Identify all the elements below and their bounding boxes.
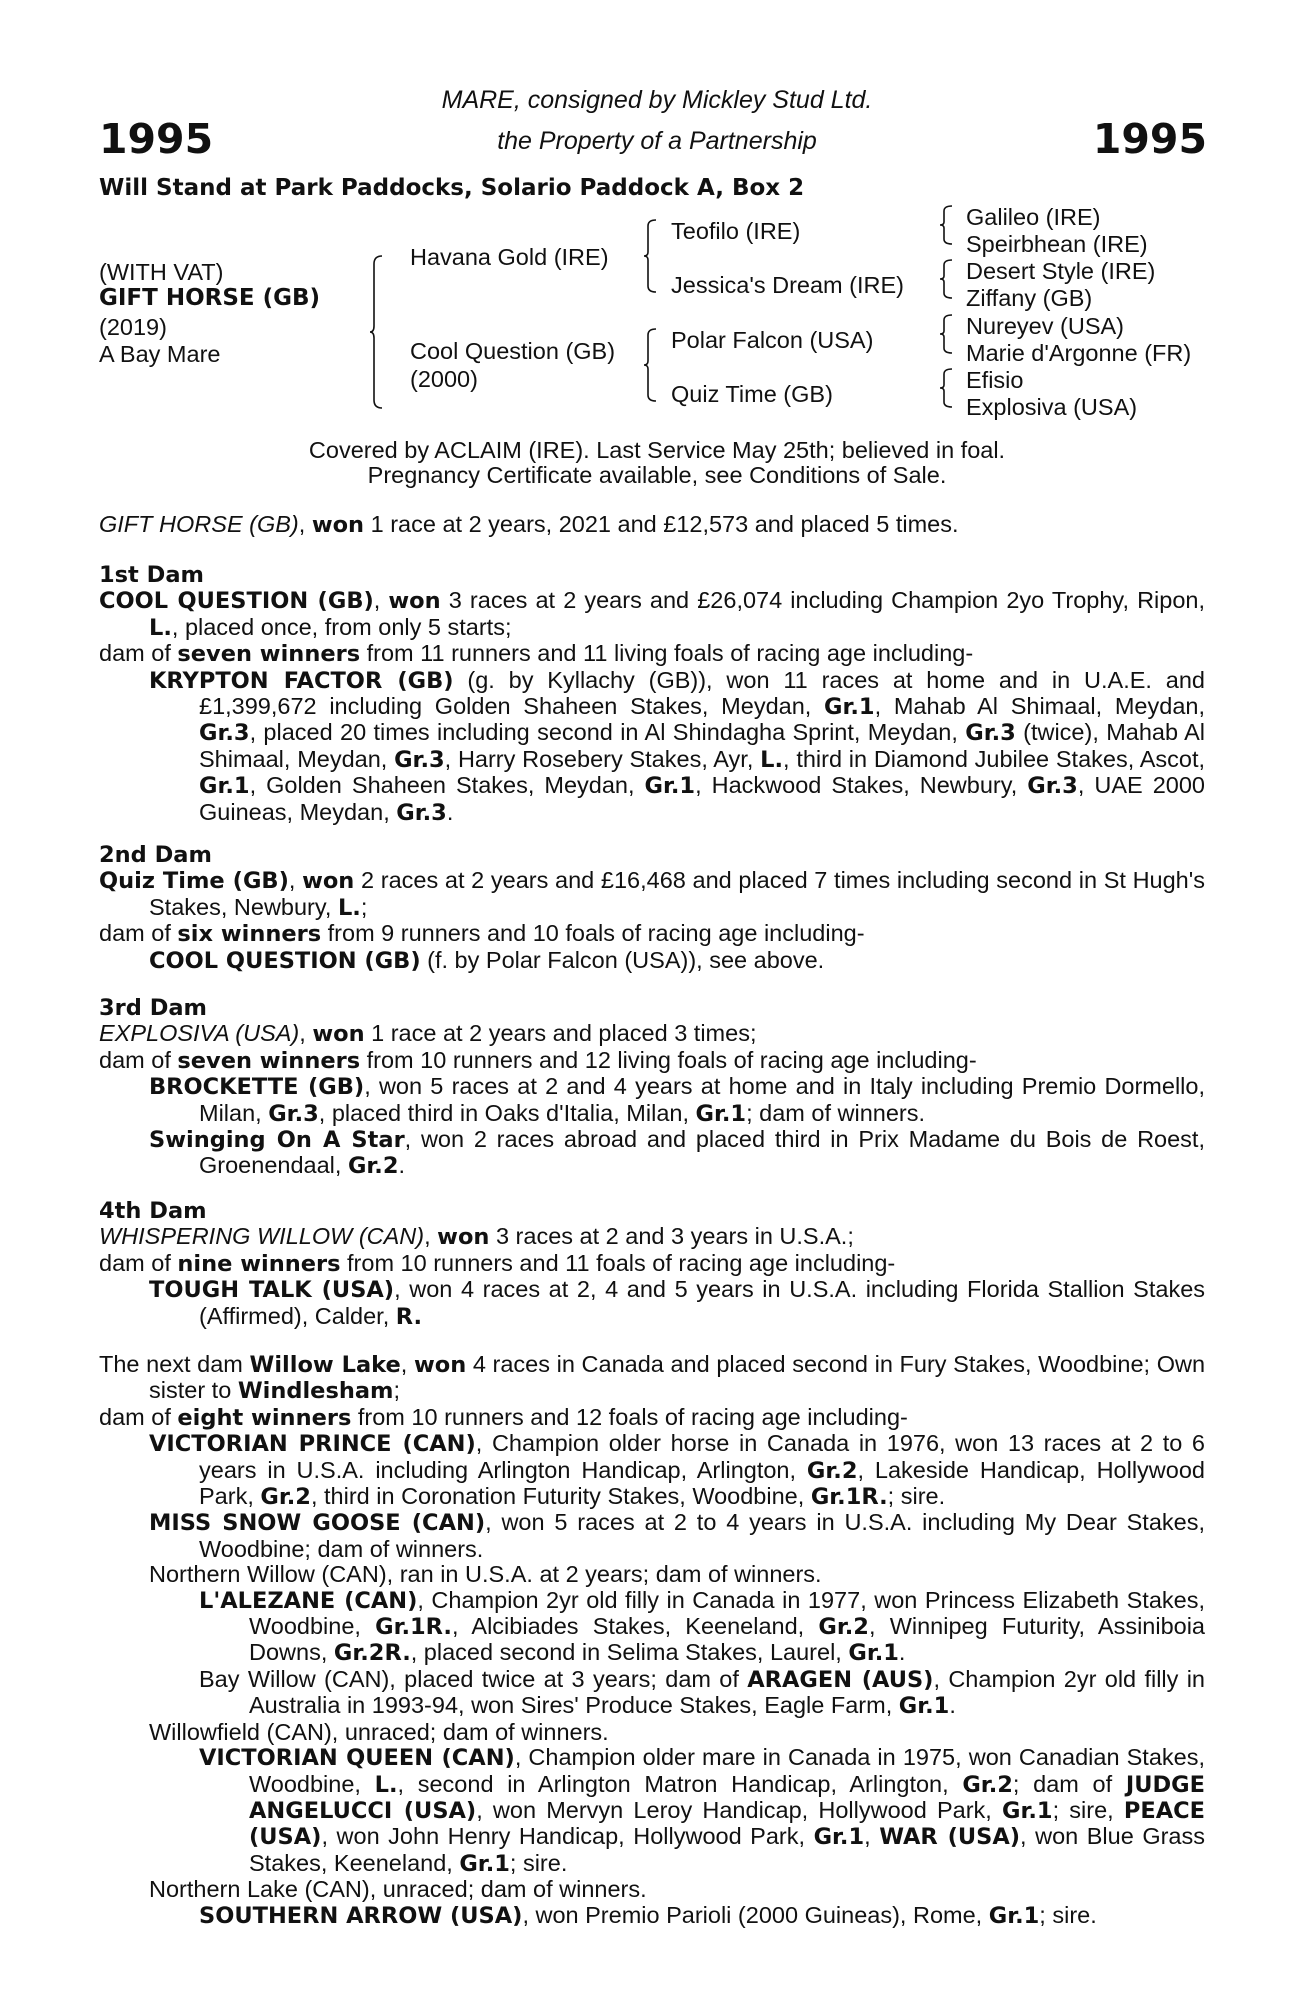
produce-text: , Lakeside Handicap, Hollywood Park, xyxy=(199,1456,1205,1510)
intro-paragraph: GIFT HORSE (GB), won 1 race at 2 years, 2021 and £12,573 and placed 5 times. xyxy=(99,511,959,538)
first-dam-damof-2: from 11 runners and 11 living foals of racing age including- xyxy=(360,640,974,667)
grade: Gr.2 xyxy=(818,1614,869,1641)
pedigree-ddd: Explosiva (USA) xyxy=(966,394,1138,420)
pedigree-dam-sire: Polar Falcon (USA) xyxy=(671,327,874,353)
third-dam-damof-2: from 10 runners and 12 living foals of racing age including- xyxy=(360,1046,977,1073)
grade: Gr.1 xyxy=(824,694,875,721)
first-dam-won: won xyxy=(388,588,441,615)
produce-name: COOL QUESTION (GB) xyxy=(149,947,421,974)
next-dam-damof: dam of xyxy=(99,1403,178,1430)
produce-victorian-prince xyxy=(99,1431,1205,1510)
next-dam-sister: Windlesham xyxy=(237,1378,394,1405)
produce-krypton-factor xyxy=(99,668,1205,826)
grade: Gr.2 xyxy=(347,1153,399,1180)
grade: Gr.1R. xyxy=(375,1614,452,1641)
produce-text: , won Mervyn Leroy Handicap, Hollywood Park, xyxy=(476,1796,1002,1823)
produce-text: , placed second in Selima Stakes, Laurel, xyxy=(410,1639,849,1666)
third-dam-section: 3rd Dam EXPLOSIVA (USA), won 1 race at 2 years and placed 3 times; dam of seven winners from 10 runners and 12 living foals of racing age including- BROCKETTE (GB), won 5 races at 2 and 4 years at home and in Italy including Premio Dormello, Milan, Gr.3, placed third in Oaks d'Italia, Milan, Gr.1; dam of winners. Swinging On A Star, won 2 races abroad and placed third in Prix Madame du Bois de Roest, Groenendaal, Gr.2. xyxy=(99,995,1205,1180)
grade: Gr.3 xyxy=(396,799,447,826)
horse-description: A Bay Mare xyxy=(99,341,221,367)
produce-text: (f. by Polar Falcon (USA)), see above. xyxy=(420,946,825,973)
pedigree-dsd: Marie d'Argonne (FR) xyxy=(966,340,1192,366)
grade: Gr.3 xyxy=(268,1100,319,1127)
produce-name: TOUGH TALK (USA) xyxy=(149,1277,395,1304)
fourth-dam-won: won xyxy=(437,1224,490,1251)
produce-text: , Golden Shaheen Stakes, Meydan, xyxy=(249,772,645,799)
produce-text: , Champion 2yr old filly in Australia in 1993-94, won Sires' Produce Stakes, Eagle Farm, xyxy=(249,1665,1206,1719)
produce-text: , second in Arlington Matron Handicap, Arlington, xyxy=(397,1770,963,1797)
produce-name: ARAGEN (AUS) xyxy=(747,1666,934,1693)
third-dam-text: 1 race at 2 years and placed 3 times; xyxy=(364,1020,757,1047)
first-dam-heading: 1st Dam xyxy=(99,562,204,588)
vat-note: (WITH VAT) xyxy=(99,259,224,285)
produce-brockette xyxy=(99,1074,1205,1127)
horse-year: (2019) xyxy=(99,314,167,340)
produce-tough-talk xyxy=(99,1277,1205,1330)
produce-northern-willow: Northern Willow (CAN), ran in U.S.A. at 2 years; dam of winners. xyxy=(149,1561,822,1588)
grade: R. xyxy=(395,1303,423,1330)
produce-willowfield: Willowfield (CAN), unraced; dam of winners. xyxy=(149,1718,609,1745)
produce-text: , third in Diamond Jubilee Stakes, Ascot, xyxy=(783,745,1206,772)
produce-text: , Alcibiades Stakes, Keeneland, xyxy=(451,1613,819,1640)
produce-name: PEACE (USA) xyxy=(249,1797,1205,1851)
intro-text: 1 race at 2 years, 2021 and £12,573 and placed 5 times. xyxy=(364,511,959,537)
produce-text: , placed third in Oaks d'Italia, Milan, xyxy=(318,1099,696,1126)
produce-text: , won 5 races at 2 to 4 years in U.S.A. including My Dear Stakes, Woodbine; dam of winners. xyxy=(199,1509,1205,1562)
next-dam-text-2: ; xyxy=(393,1377,401,1404)
produce-text: ; sire, xyxy=(1052,1796,1124,1823)
produce-text: , Mahab Al Shimaal, Meydan, xyxy=(874,693,1205,720)
produce-text: , xyxy=(864,1823,880,1850)
produce-text: , won Blue Grass Stakes, Keeneland, xyxy=(249,1823,1205,1876)
pedigree-dss: Nureyev (USA) xyxy=(966,313,1125,339)
pedigree-bracket-sire xyxy=(644,220,658,292)
next-dam-name: Willow Lake xyxy=(249,1352,401,1378)
produce-text: , won 2 races abroad and placed third in Prix Madame du Bois de Roest, Groenendaal, xyxy=(199,1126,1205,1179)
first-dam-name: COOL QUESTION (GB) xyxy=(99,588,374,615)
horse-name: GIFT HORSE (GB) xyxy=(99,285,321,311)
third-dam-won: won xyxy=(312,1021,365,1048)
consignor-line: MARE, consigned by Mickley Stud Ltd. xyxy=(441,86,873,114)
lot-number-right: 1995 xyxy=(1092,115,1207,163)
pedigree-dds: Efisio xyxy=(966,367,1024,393)
fourth-dam-name: WHISPERING WILLOW (CAN) xyxy=(99,1223,425,1250)
pedigree-bracket-g1 xyxy=(940,206,954,244)
produce-northern-lake: Northern Lake (CAN), unraced; dam of winners. xyxy=(149,1876,647,1903)
grade: Gr.3 xyxy=(1027,773,1078,800)
produce-text: . xyxy=(446,798,454,825)
produce-name: BROCKETTE (GB) xyxy=(149,1074,365,1101)
grade: Gr.1 xyxy=(459,1850,510,1877)
produce-text: . xyxy=(898,1639,906,1666)
second-dam-heading: 2nd Dam xyxy=(99,842,212,868)
first-dam-text: 3 races at 2 years and £26,074 including Champion 2yo Trophy, Ripon, xyxy=(440,587,1206,614)
produce-text: , Harry Rosebery Stakes, Ayr, xyxy=(444,745,761,772)
produce-name: VICTORIAN PRINCE (CAN) xyxy=(149,1431,476,1458)
produce-text: , Champion older horse in Canada in 1976, won 13 races at 2 to 6 years in U.S.A. including Arlington Handicap, Arlington, xyxy=(199,1430,1205,1483)
pedigree-dam: Cool Question (GB) xyxy=(410,338,616,364)
produce-text: ; sire. xyxy=(887,1483,946,1510)
produce-text: , Champion older mare in Canada in 1975, won Canadian Stakes, Woodbine, xyxy=(249,1744,1206,1797)
pedigree-sire: Havana Gold (IRE) xyxy=(410,244,609,270)
produce-text: , won 5 races at 2 and 4 years at home and in Italy including Premio Dormello, Milan, xyxy=(199,1073,1205,1126)
first-dam-winners: seven winners xyxy=(177,641,361,668)
pedigree-ssd: Speirbhean (IRE) xyxy=(966,231,1148,257)
pedigree-bracket-g2 xyxy=(940,260,954,298)
pedigree-sds: Desert Style (IRE) xyxy=(966,258,1156,284)
grade: L. xyxy=(374,1771,398,1798)
produce-text: (twice), Mahab Al Shimaal, Meydan, xyxy=(199,719,1205,772)
second-dam-damof: dam of xyxy=(99,920,178,947)
produce-text: , UAE 2000 Guineas, Meydan, xyxy=(199,772,1205,825)
produce-text: , placed 20 times including second in Al Shindagha Sprint, Meydan, xyxy=(249,719,966,746)
next-dam-winners: eight winners xyxy=(177,1404,352,1431)
produce-name: JUDGE ANGELUCCI (USA) xyxy=(249,1771,1205,1824)
produce-text: . xyxy=(398,1152,406,1179)
produce-name: VICTORIAN QUEEN (CAN) xyxy=(199,1745,515,1772)
produce-text: ; dam of xyxy=(1012,1770,1126,1797)
first-dam-text-2: , placed once, from only 5 starts; xyxy=(171,613,512,640)
produce-name: KRYPTON FACTOR (GB) xyxy=(149,667,454,694)
grade: Gr.1 xyxy=(848,1640,899,1667)
grade: Gr.2 xyxy=(260,1484,311,1511)
grade: Gr.1 xyxy=(199,773,250,800)
pedigree-sss: Galileo (IRE) xyxy=(966,204,1101,230)
produce-text: Bay Willow (CAN), placed twice at 3 years; dam of xyxy=(199,1665,748,1692)
grade: Gr.2 xyxy=(962,1771,1013,1798)
fourth-dam-section: 4th Dam WHISPERING WILLOW (CAN), won 3 races at 2 and 3 years in U.S.A.; dam of nine winners from 10 runners and 11 foals of racing age including- TOUGH TALK (USA), won 4 races at 2, 4 and 5 years in U.S.A. including Florida Stallion Stakes (Affirmed), Calder, R. xyxy=(99,1198,1206,1330)
next-dam-won: won xyxy=(413,1352,467,1378)
first-dam-damof: dam of xyxy=(99,640,178,667)
produce-text: , Hackwood Stakes, Newbury, xyxy=(695,772,1028,799)
grade: Gr.1 xyxy=(695,1100,747,1127)
grade: Gr.1 xyxy=(988,1902,1040,1929)
pedigree-sire-sire: Teofilo (IRE) xyxy=(671,218,801,244)
lot-number-left: 1995 xyxy=(99,115,214,163)
pedigree-bracket-main xyxy=(370,256,384,408)
produce-text: . xyxy=(949,1692,956,1719)
produce-name: Swinging On A Star xyxy=(149,1127,405,1154)
grade: Gr.1 xyxy=(898,1693,950,1720)
second-dam-name: Quiz Time (GB) xyxy=(99,868,289,895)
next-dam-damof-2: from 10 runners and 12 foals of racing age including- xyxy=(351,1403,908,1430)
produce-cool-question xyxy=(99,948,1205,974)
produce-text: ; dam of winners. xyxy=(746,1099,926,1126)
produce-text: , Winnipeg Futurity, Assiniboia Downs, xyxy=(249,1613,1206,1666)
next-dam-section: The next dam Willow Lake, won 4 races in Canada and placed second in Fury Stakes, Woodbine; Own sister to Windlesham; dam of eight winners from 10 runners and 12 foals of racing age including- VICTORIAN PRINCE (CAN), Champion older horse in Canada in 1976, won 13 races at 2 to 6 years in U.S.A. including Arlington Handicap, Arlington, Gr.2, Lakeside Handicap, Hollywood Park, Gr.2, third in Coronation Futurity Stakes, Woodbine, Gr.1R.; sire. MISS SNOW GOOSE (CAN), won 5 races at 2 to 4 years in U.S.A. including My Dear Stakes, Woodbine; dam of winners. Northern Willow (CAN), ran in U.S.A. at 2 years; dam of winners. L'ALEZANE (CAN), Champion 2yr old filly in Canada in 1977, won Princess Elizabeth Stakes, Woodbine, Gr.1R., Alcibiades Stakes, Keeneland, Gr.2, Winnipeg Futurity, Assiniboia Downs, Gr.2R., placed second in Selima Stakes, Laurel, Gr.1. Bay Willow (CAN), placed twice at 3 years; dam of ARAGEN (AUS), Champion 2yr old filly in Australia in 1993-94, won Sires' Produce Stakes, Eagle Farm, Gr.1. Willowfield (CAN), unraced; dam of winners. VICTORIAN QUEEN (CAN), Champion older mare in Canada in 1975, won Canadian Stakes, Woodbine, L., second in Arlington Matron Handicap, Arlington, Gr.2; dam of JUDGE ANGELUCCI (USA), won Mervyn Leroy Handicap, Hollywood Park, Gr.1; sire, PEACE (USA), won John Henry Handicap, Hollywood Park, Gr.1, WAR (USA), won Blue Grass Stakes, Keeneland, Gr.1; sire. Northern Lake (CAN), unraced; dam of winners. SOUTHERN ARROW (USA), won Premio Parioli (2000 Guineas), Rome, Gr.1; sire. xyxy=(99,1351,1206,1929)
fourth-dam-damof: dam of xyxy=(99,1249,178,1276)
fourth-dam-damof-2: from 10 runners and 11 foals of racing age including- xyxy=(340,1249,896,1276)
grade: Gr.2 xyxy=(806,1457,858,1484)
intro-horse-name: GIFT HORSE (GB) xyxy=(99,511,299,537)
grade: Gr.1 xyxy=(1002,1797,1053,1824)
third-dam-name: EXPLOSIVA (USA) xyxy=(99,1020,300,1047)
second-dam-grade: L. xyxy=(337,894,361,921)
second-dam-damof-2: from 9 runners and 10 foals of racing age including- xyxy=(321,920,865,947)
pedigree-sdd: Ziffany (GB) xyxy=(966,285,1093,311)
grade: Gr.3 xyxy=(965,720,1016,747)
produce-southern-arrow xyxy=(99,1903,1205,1929)
produce-bay-willow xyxy=(99,1667,1205,1720)
fourth-dam-winners: nine winners xyxy=(177,1250,341,1277)
second-dam-winners: six winners xyxy=(177,921,322,948)
next-dam-intro: The next dam xyxy=(99,1351,250,1377)
third-dam-winners: seven winners xyxy=(177,1047,361,1074)
pedigree-bracket-dam xyxy=(644,329,658,401)
next-dam-text: 4 races in Canada and placed second in Fury Stakes, Woodbine; Own sister to xyxy=(149,1351,1206,1404)
grade: Gr.1R. xyxy=(810,1484,888,1511)
pedigree-sire-dam: Jessica's Dream (IRE) xyxy=(671,272,904,298)
third-dam-heading: 3rd Dam xyxy=(99,995,207,1021)
pedigree-dam-year: (2000) xyxy=(410,366,478,392)
produce-lalezane xyxy=(99,1588,1205,1667)
stand-line: Will Stand at Park Paddocks, Solario Paddock A, Box 2 xyxy=(99,175,805,201)
grade: Gr.3 xyxy=(394,746,445,773)
covered-line-2: Pregnancy Certificate available, see Conditions of Sale. xyxy=(367,462,947,488)
covered-line-1: Covered by ACLAIM (IRE). Last Service May 25th; believed in foal. xyxy=(308,437,1006,463)
produce-text: , third in Coronation Futurity Stakes, Woodbine, xyxy=(310,1483,811,1510)
fourth-dam-heading: 4th Dam xyxy=(99,1198,207,1224)
grade: Gr.2R. xyxy=(333,1640,411,1667)
produce-text: ; sire. xyxy=(1039,1901,1097,1928)
grade: Gr.1 xyxy=(813,1824,865,1851)
produce-text: , Champion 2yr old filly in Canada in 1977, won Princess Elizabeth Stakes, Woodbine, xyxy=(249,1586,1205,1640)
second-dam-text-2: ; xyxy=(360,893,368,920)
fourth-dam-text: 3 races at 2 and 3 years in U.S.A.; xyxy=(489,1223,854,1250)
produce-text: , won Premio Parioli (2000 Guineas), Rome, xyxy=(522,1901,989,1928)
produce-text: (g. by Kyllachy (GB)), won 11 races at home and in U.A.E. and £1,399,672 including Golden Shaheen Stakes, Meydan, xyxy=(199,666,1205,720)
produce-text: , won 4 races at 2, 4 and 5 years in U.S.A. including Florida Stallion Stakes (Affirmed), Calder, xyxy=(199,1276,1206,1329)
second-dam-section: 2nd Dam Quiz Time (GB), won 2 races at 2 years and £16,468 and placed 7 times including second in St Hugh's Stakes, Newbury, L.; dam of six winners from 9 runners and 10 foals of racing age including- COOL QUESTION (GB) (f. by Polar Falcon (USA)), see above. xyxy=(99,842,1205,974)
second-dam-won: won xyxy=(302,868,355,895)
produce-victorian-queen xyxy=(99,1745,1205,1877)
produce-name: L'ALEZANE (CAN) xyxy=(199,1587,418,1614)
grade: Gr.1 xyxy=(644,773,696,800)
produce-swinging-on-a-star xyxy=(99,1127,1205,1180)
grade: L. xyxy=(760,746,784,773)
pedigree-bracket-g4 xyxy=(940,369,954,407)
produce-name: SOUTHERN ARROW (USA) xyxy=(199,1902,523,1929)
intro-won: won xyxy=(311,512,365,538)
produce-text: , won John Henry Handicap, Hollywood Park, xyxy=(321,1823,814,1850)
first-dam-section: 1st Dam COOL QUESTION (GB), won 3 races at 2 years and £26,074 including Champion 2yo Trophy, Ripon, L., placed once, from only 5 starts; dam of seven winners from 11 runners and 11 living foals of racing age including- KRYPTON FACTOR (GB) (g. by Kyllachy (GB)), won 11 races at home and in U.A.E. and £1,399,672 including Golden Shaheen Stakes, Meydan, Gr.1, Mahab Al Shimaal, Meydan, Gr.3, placed 20 times including second in Al Shindagha Sprint, Meydan, Gr.3 (twice), Mahab Al Shimaal, Meydan, Gr.3, Harry Rosebery Stakes, Ayr, L., third in Diamond Jubilee Stakes, Ascot, Gr.1, Golden Shaheen Stakes, Meydan, Gr.1, Hackwood Stakes, Newbury, Gr.3, UAE 2000 Guineas, Meydan, Gr.3. xyxy=(99,562,1206,826)
produce-name: WAR (USA) xyxy=(879,1824,1021,1851)
grade: Gr.3 xyxy=(199,720,250,747)
third-dam-damof: dam of xyxy=(99,1046,178,1073)
pedigree-dam-dam: Quiz Time (GB) xyxy=(671,381,833,407)
produce-miss-snow-goose xyxy=(99,1510,1205,1562)
produce-name: MISS SNOW GOOSE (CAN) xyxy=(149,1510,486,1537)
second-dam-text: 2 races at 2 years and £16,468 and placed 7 times including second in St Hugh's Stakes, Newbury, xyxy=(149,867,1205,920)
pedigree-bracket-g3 xyxy=(940,315,954,353)
property-line: the Property of a Partnership xyxy=(497,127,817,155)
produce-text: ; sire. xyxy=(509,1849,568,1876)
first-dam-grade: L. xyxy=(149,614,172,641)
